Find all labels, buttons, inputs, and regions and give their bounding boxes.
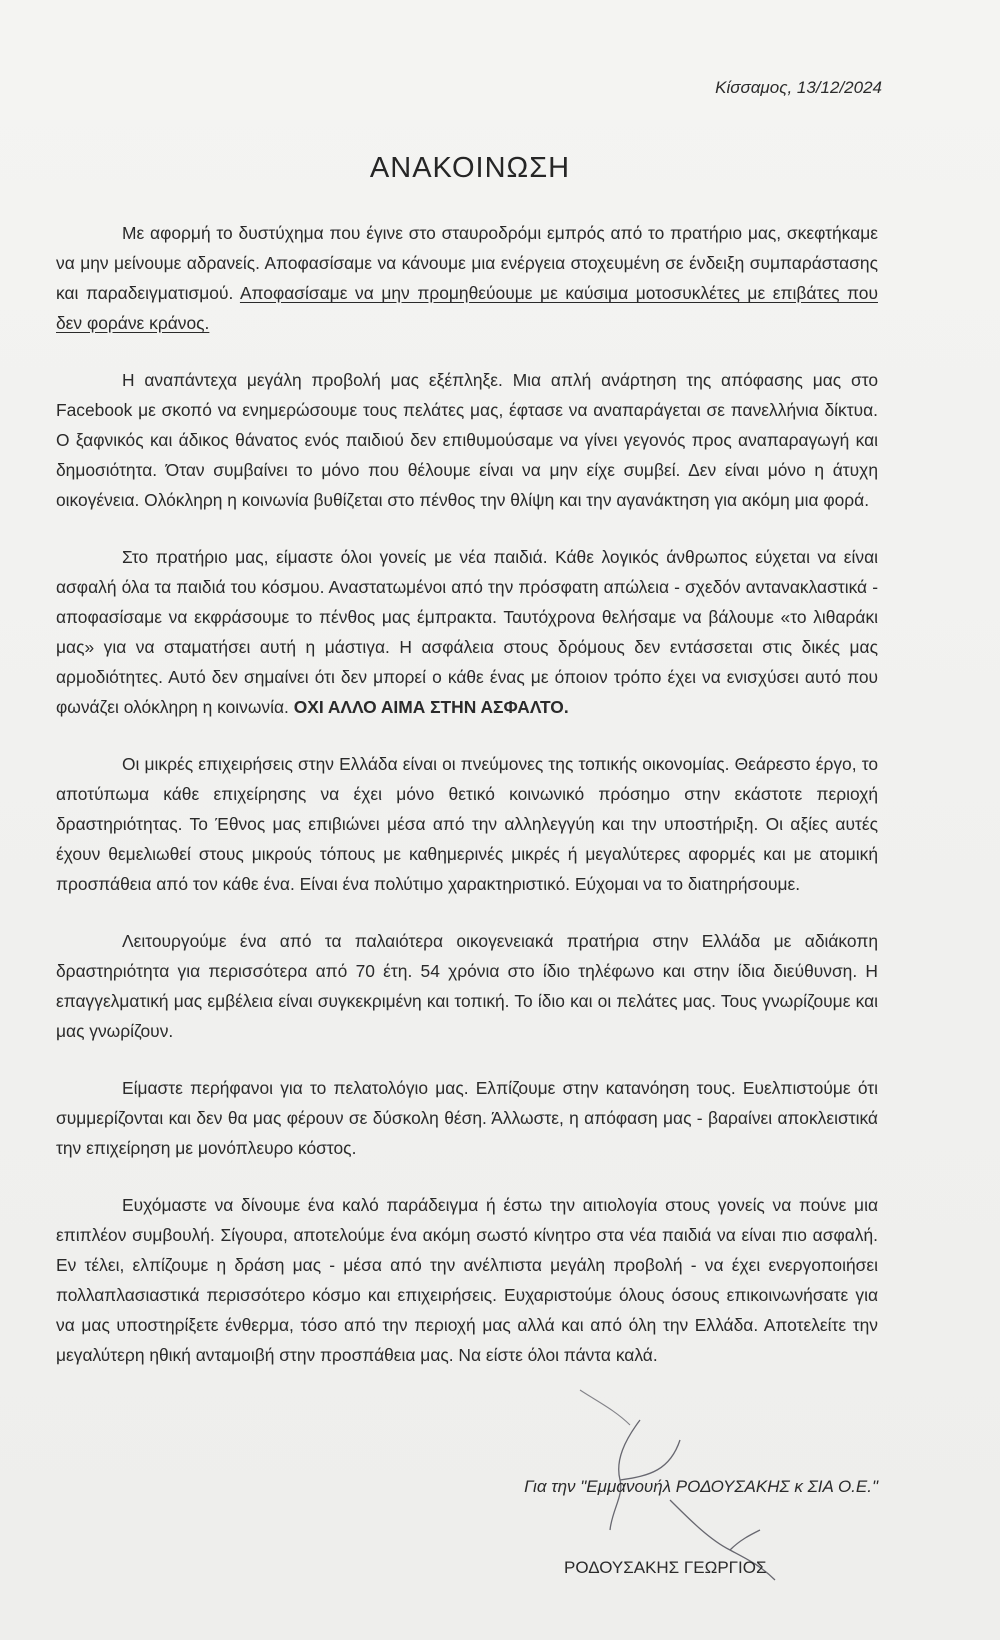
paragraph-1-text: Με αφορμή το δυστύχημα που έγινε στο σταυροδρόμι εμπρός από το πρατήριο μας, σκεφτήκαμε να μην μείνουμε αδρανείς. Αποφασίσαμε να κάνουμε μια ενέργεια στοχευμένη σε ένδειξη συμπαράστασης και παραδειγματισμού. — [56, 223, 878, 303]
paragraph-4: Οι μικρές επιχειρήσεις στην Ελλάδα είναι οι πνεύμονες της τοπικής οικονομίας. Θεάρεστο έργο, το αποτύπωμα κάθε επιχείρησης να έχει μόνο θετικό κοινωνικό πρόσημο στην εκάστοτε περιοχή δραστηριότητας. Το Έθνος μας επιβιώνει μέσα από την αλληλεγγύη και την υποστήριξη. Οι αξίες αυτές έχουν θεμελιωθεί στους μικρούς τόπους με καθημερινές μικρές ή μεγαλύτερες αφορμές και με ατομική προσπάθεια από τον κάθε ένα. Είναι ένα πολύτιμο χαρακτηριστικό. Εύχομαι να το διατηρήσουμε. — [56, 754, 878, 894]
paragraph-3-text: Στο πρατήριο μας, είμαστε όλοι γονείς με νέα παιδιά. Κάθε λογικός άνθρωπος εύχεται να είναι ασφαλή όλα τα παιδιά του κόσμου. Αναστατωμένοι από την πρόσφατη απώλεια - σχεδόν αντανακλαστικά - αποφασίσαμε να εκφράσουμε το πένθος μας έμπρακτα. Ταυτόχρονα θελήσαμε να βάλουμε «το λιθαράκι μας» για να σταματήσει αυτή η μάστιγα. Η ασφάλεια στους δρόμους δεν εντάσσεται στις δικές μας αρμοδιότητες. Αυτό δεν σημαίνει ότι δεν μπορεί ο κάθε ένας με όποιον τρόπο έχει να ενισχύσει αυτό που φωνάζει ολόκληρη η κοινωνία. — [56, 547, 878, 717]
document-date: Κίσσαμος, 13/12/2024 — [715, 78, 882, 97]
paragraph-7: Ευχόμαστε να δίνουμε ένα καλό παράδειγμα ή έστω την αιτιολογία στους γονείς να πούνε μια επιπλέον συμβουλή. Σίγουρα, αποτελούμε ένα ακόμη σωστό κίνητρο στα νέα παιδιά να είναι πιο ασφαλή. Εν τέλει, ελπίζουμε η δράση μας - μέσα από την ανέλπιστα μεγάλη προβολή - να έχει ενεργοποιήσει πολλαπλασιαστικά περισσότερο κόσμο και επιχειρήσεις. Ευχαριστούμε όλους όσους επικοινωνήσατε για να μας υποστηρίξετε ένθερμα, τόσο από την περιοχή μας αλλά και από όλη την Ελλάδα. Αποτελείτε την μεγαλύτερη ηθική ανταμοιβή στην προσπάθεια μας. Να είστε όλοι πάντα καλά. — [56, 1195, 878, 1365]
document-title: ΑΝΑΚΟΙΝΩΣΗ — [369, 152, 571, 184]
slogan-bold: ΟΧΙ ΑΛΛΟ ΑΙΜΑ ΣΤΗΝ ΑΣΦΑΛΤΟ. — [293, 697, 569, 717]
paragraph-5: Λειτουργούμε ένα από τα παλαιότερα οικογενειακά πρατήρια στην Ελλάδα με αδιάκοπη δραστηριότητα για περισσότερα από 70 έτη. 54 χρόνια στο ίδιο τηλέφωνο και στην ίδια διεύθυνση. Η επαγγελματική μας εμβέλεια είναι συγκεκριμένη και τοπική. Το ίδιο και οι πελάτες μας. Τους γνωρίζουμε και μας γνωρίζουν. — [56, 931, 878, 1041]
paragraph-1 — [56, 218, 878, 338]
paragraph-2: Η αναπάντεχα μεγάλη προβολή μας εξέπληξε. Μια απλή ανάρτηση της απόφασης μας στο Facebook με σκοπό να ενημερώσουμε τους πελάτες μας, έφτασε να αναπαράγεται σε πανελλήνια δίκτυα. Ο ξαφνικός και άδικος θάνατος ενός παιδιού δεν επιθυμούσαμε να γίνει γεγονός προς αναπαραγωγή και δημοσιότητα. Όταν συμβαίνει το μόνο που θέλουμε είναι να μην είχε συμβεί. Δεν είναι μόνο η άτυχη οικογένεια. Ολόκληρη η κοινωνία βυθίζεται στο πένθος την θλίψη και την αγανάκτηση για ακόμη μια φορά. — [56, 370, 878, 510]
signer-name: ΡΟΔΟΥΣΑΚΗΣ ΓΕΩΡΓΙΟΣ — [564, 1558, 767, 1577]
document-body — [56, 218, 878, 1397]
paragraph-3 — [56, 542, 878, 722]
paragraph-6: Είμαστε περήφανοι για το πελατολόγιο μας. Ελπίζουμε στην κατανόηση τους. Ευελπιστούμε ότι συμμερίζονται και δεν θα μας φέρουν σε δύσκολη θέση. Άλλωστε, η απόφαση μας - βαραίνει αποκλειστικά την επιχείρηση με μονόπλευρο κόστος. — [56, 1078, 878, 1158]
company-signoff: Για την "Εμμανουήλ ΡΟΔΟΥΣΑΚΗΣ κ ΣΙΑ Ο.Ε." — [524, 1477, 878, 1496]
underlined-decision: Αποφασίσαμε να μην προμηθεύουμε με καύσιμα μοτοσυκλέτες με επιβάτες που δεν φοράνε κράνος. — [56, 283, 878, 333]
